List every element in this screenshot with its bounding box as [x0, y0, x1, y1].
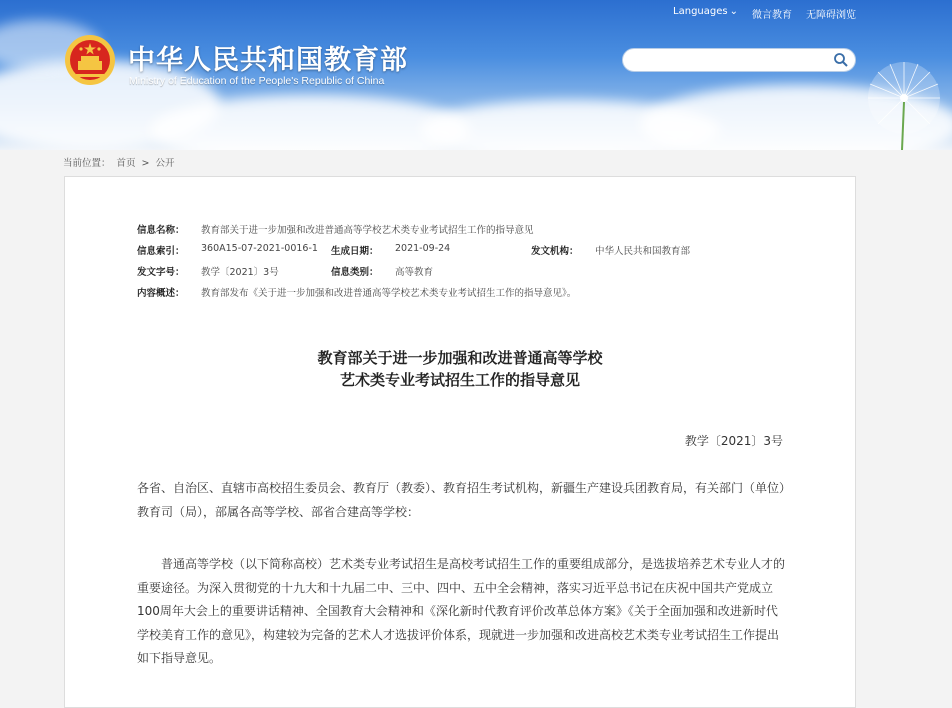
meta-row-docno: [137, 264, 777, 285]
meta-row-summary: [137, 285, 777, 306]
document-card: [64, 176, 856, 708]
meta-docno-value: 教学〔2021〕3号: [201, 267, 279, 278]
search-box: [622, 48, 856, 72]
top-links: [673, 6, 856, 21]
document-title-line1: 教育部关于进一步加强和改进普通高等学校: [317, 349, 603, 367]
meta-date-value: 2021-09-24: [395, 243, 451, 254]
breadcrumb: [63, 155, 181, 169]
weiyan-education-link[interactable]: 微言教育: [752, 10, 792, 21]
dandelion-decoration-icon: [832, 40, 952, 150]
meta-date-label: 生成日期：: [331, 246, 379, 257]
breadcrumb-separator: >: [141, 158, 150, 169]
chevron-down-icon: ⌄: [729, 6, 738, 17]
meta-category-label: 信息类别：: [331, 267, 379, 278]
document-addressee: 各省、自治区、直辖市高校招生委员会、教育厅（教委）、教育招生考试机构，新疆生产建设兵团教育局，有关部门（单位）教育司（局），部属各高等学校、部省合建高等学校：: [137, 481, 786, 519]
breadcrumb-item-home[interactable]: 首页: [116, 158, 136, 169]
meta-row-index: [137, 243, 777, 264]
site-title[interactable]: 中华人民共和国教育部: [128, 45, 408, 76]
meta-name-label: 信息名称：: [137, 225, 185, 236]
document-title-line2: 艺术类专业考试招生工作的指导意见: [339, 371, 580, 389]
accessibility-link[interactable]: 无障碍浏览: [806, 10, 856, 21]
header-banner: [0, 0, 952, 150]
languages-link[interactable]: Languages: [673, 6, 728, 17]
document-number: 教学〔2021〕3号: [684, 434, 783, 448]
meta-name-value: 教育部关于进一步加强和改进普通高等学校艺术类专业考试招生工作的指导意见: [201, 225, 534, 236]
breadcrumb-item-public[interactable]: 公开: [155, 158, 175, 169]
meta-summary-label: 内容概述：: [137, 288, 185, 299]
meta-index-value: 360A15-07-2021-0016-1: [201, 243, 318, 254]
meta-row-name: [137, 222, 777, 243]
meta-org-label: 发文机构：: [531, 246, 579, 257]
site-subtitle: Ministry of Education of the People's Republic of China: [129, 75, 385, 87]
breadcrumb-prefix: 当前位置：: [63, 158, 111, 169]
meta-org-value: 中华人民共和国教育部: [595, 246, 691, 257]
document-paragraph-1: 普通高等学校（以下简称高校）艺术类专业考试招生是高校考试招生工作的重要组成部分，是选拔培养艺术专业人才的重要途径。为深入贯彻党的十九大和十九届二中、三中、四中、五中全会精神，落实习近平总书记在庆祝中国共产党成立100周年大会上的重要讲话精神、全国教育大会精神和《深化新时代教育评价改革总体方案》《关于全面加强和改进新时代学校美育工作的意见》，构建较为完备的艺术人才选拔评价体系，现就进一步加强和改进高校艺术类专业考试招生工作提出如下指导意见。: [137, 557, 786, 665]
search-input[interactable]: [633, 52, 827, 69]
meta-index-label: 信息索引：: [137, 246, 185, 257]
meta-docno-label: 发文字号：: [137, 267, 185, 278]
meta-summary-value: 教育部发布《关于进一步加强和改进普通高等学校艺术类专业考试招生工作的指导意见》。: [201, 288, 577, 299]
national-emblem-icon: [64, 34, 116, 86]
document-meta: [137, 222, 777, 306]
meta-category-value: 高等教育: [395, 267, 434, 278]
document-title: [65, 347, 855, 391]
